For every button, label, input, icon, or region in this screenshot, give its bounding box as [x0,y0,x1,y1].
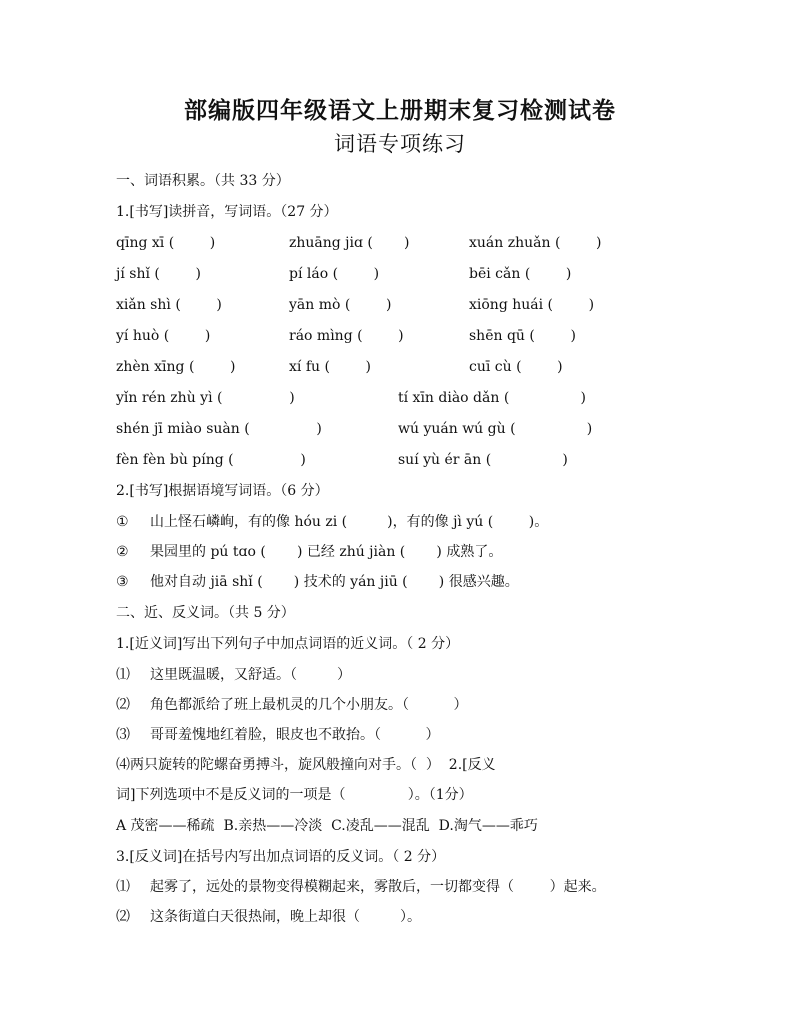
pinyin-item: xí fu ( ) [289,359,371,375]
item-marker: ⑴ [116,879,130,895]
antonym-sentence: 起雾了，远处的景物变得模糊起来，雾散后，一切都变得（ ）起来。 [150,879,606,895]
section-heading: 二、近、反义词。（共 5 分） [116,605,295,621]
context-sentence: 山上怪石嶙峋，有的像 hóu zi ( )，有的像 jì yú ( )。 [150,514,549,530]
item-marker: ① [116,514,129,530]
pinyin-item: jí shǐ ( ) [116,266,201,282]
context-sentence: 他对自动 jiā shǐ ( ) 技术的 yán jiū ( ) 很感兴趣。 [150,574,519,590]
antonym-sentence: 这条街道白天很热闹，晚上却很（ ）。 [150,909,422,925]
context-sentence: 果园里的 pú tɑo ( ) 已经 zhú jiàn ( ) 成熟了。 [150,544,503,560]
pinyin-item: ráo mìng ( ) [289,328,404,344]
item-marker: ⑶ [116,727,130,743]
pinyin-item: suí yù ér ān ( ) [398,452,568,468]
item-marker: ③ [116,574,129,590]
question-prompt: 词]下列选项中不是反义词的一项是（ ）。（1分） [116,787,473,803]
question-prompt: 2.[书写]根据语境写词语。（6 分） [116,483,329,499]
item-marker: ⑵ [116,909,130,925]
pinyin-item: bēi cǎn ( ) [469,266,572,282]
pinyin-item: xiōng huái ( ) [469,297,595,313]
synonym-sentence: ⑷两只旋转的陀螺奋勇搏斗，旋风般撞向对手。（ ） 2.[反义 [116,757,496,773]
pinyin-item: qīng xī ( ) [116,235,216,251]
item-marker: ⑴ [116,667,130,683]
pinyin-item: zhuāng jiɑ ( ) [289,235,410,251]
pinyin-item: tí xīn diào dǎn ( ) [398,390,586,406]
synonym-sentence: 角色都派给了班上最机灵的几个小朋友。（ ） [150,697,468,713]
pinyin-item: shén jī miào suàn ( ) [116,421,322,437]
pinyin-item: zhèn xīng ( ) [116,359,236,375]
pinyin-item: cuī cù ( ) [469,359,563,375]
pinyin-item: fèn fèn bù píng ( ) [116,452,306,468]
pinyin-item: xuán zhuǎn ( ) [469,235,602,251]
question-prompt: 3.[反义词]在括号内写出加点词语的反义词。（ 2 分） [116,849,446,865]
pinyin-item: yān mò ( ) [289,297,392,313]
answer-options: A 茂密——稀疏 B.亲热——冷淡 C.凌乱——混乱 D.淘气——乖巧 [116,818,538,834]
page-subtitle: 词语专项练习 [334,132,466,156]
pinyin-item: wú yuán wú gù ( ) [398,421,593,437]
question-prompt: 1.[书写]读拼音，写词语。（27 分） [116,204,338,220]
pinyin-item: yí huò ( ) [116,328,211,344]
synonym-sentence: 哥哥羞愧地红着脸，眼皮也不敢抬。（ ） [150,727,440,743]
pinyin-item: yǐn rén zhù yì ( ) [116,390,295,406]
section-heading: 一、词语积累。（共 33 分） [116,173,290,189]
synonym-sentence: 这里既温暖，又舒适。（ ） [150,667,352,683]
item-marker: ⑵ [116,697,130,713]
pinyin-item: xiǎn shì ( ) [116,297,222,313]
item-marker: ② [116,544,129,560]
pinyin-item: pí láo ( ) [289,266,380,282]
pinyin-item: shēn qū ( ) [469,328,576,344]
question-prompt: 1.[近义词]写出下列句子中加点词语的近义词。（ 2 分） [116,636,460,652]
page-title: 部编版四年级语文上册期末复习检测试卷 [184,97,616,124]
